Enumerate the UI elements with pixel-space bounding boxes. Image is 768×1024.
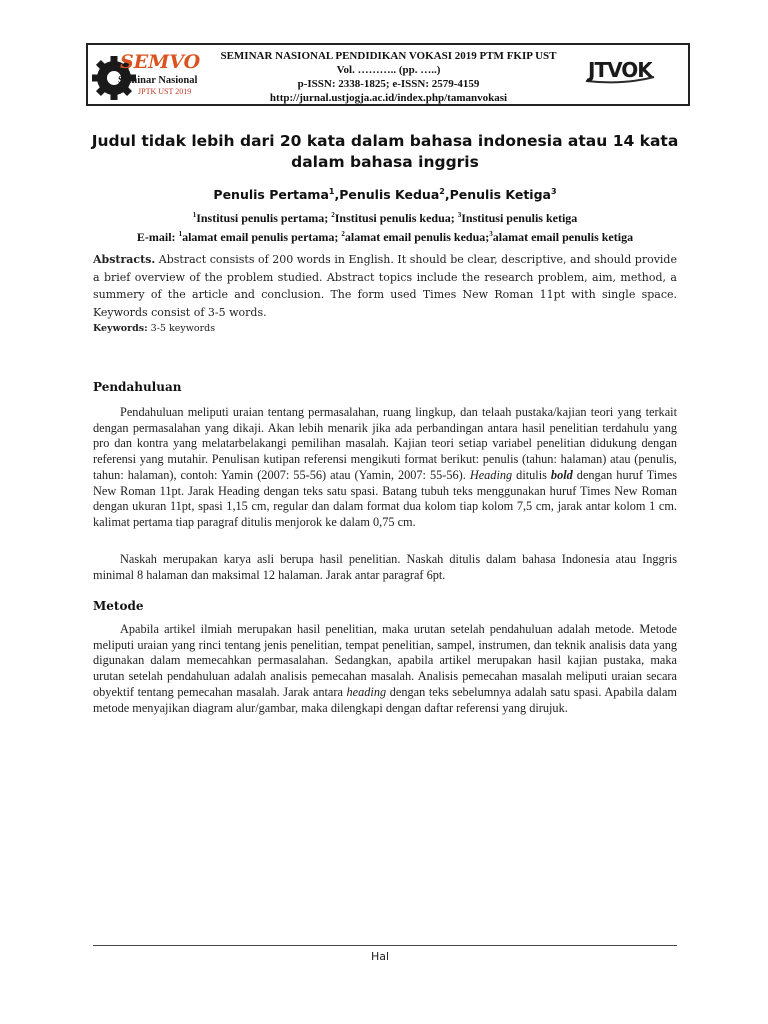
affiliations [90,207,680,245]
email-label: E-mail: [136,230,179,244]
keywords [93,323,677,334]
institution-line: $^1$Institusi penulis pertama; $^2$Institusi penulis kedua; $^3$Institusi penulis ketiga [192,211,578,225]
semvo-logo [92,47,210,103]
institution-3: Institusi penulis ketiga [461,211,578,225]
svg-text:SEMVO: SEMVO [120,51,201,73]
author-1: Penulis Pertama [213,187,329,203]
abstract-text: Abstract consists of 200 words in English. It should be clear, descriptive, and should provide a brief overview of the problem studied. Abstract topics include the research problem, aim, method, a summery of the article and conclusion. The form used Times New Roman 11pt with single space. Keywords consist of 3-5 words. [93,253,677,319]
journal-info [206,49,571,105]
email-line: E-mail: $^1$alamat email penulis pertama; $^2$alamat email penulis kedua;$^3$alamat email penulis ketiga [136,230,634,244]
svg-text:JTVOK: JTVOK [588,58,652,82]
email-1: alamat email penulis pertama; [182,230,342,244]
journal-header [86,43,690,106]
svg-text:JPTK UST 2019: JPTK UST 2019 [138,87,192,96]
volume-pages: Vol. ……….. (pp. …..) [336,64,441,76]
footer-divider [93,945,677,946]
keywords-text: 3-5 keywords [147,323,216,334]
abstract-label: Abstracts. [93,253,156,266]
author-3: Penulis Ketiga [449,187,551,203]
introduction-paragraph-1: Pendahuluan meliputi uraian tentang permasalahan, ruang lingkup, dan telaah pustaka/kajian teori yang terkait dengan permasalahan yang dikaji. Akan lebih menarik jika ada perbandingan antara hasil penelitian terdahulu yang pro dan kontra yang melatarbelakangi pemilihan masalah. Kajian teori setiap variabel penelitian didukung dengan referensi yang mutahir. Penulisan kutipan referensi mengikuti format berikut: penulis (tahun: halaman) atau (penulis, tahun: halaman), contoh: Yamin (2007: 55-56) atau (Yamin, 2007: 55-56). Heading ditulis bold dengan huruf Times New Roman 11pt. Jarak Heading dengan teks satu spasi. Batang tubuh teks menggunakan huruf Times New Roman dengan ukuran 11pt, spasi 1,15 cm, regular dan dalam format dua kolom tiap kolom 7,5 cm, jarak antar kolom 1 cm. kalimat pertama tiap paragraf ditulis menjorok ke dalam 0,75 cm. [93,405,678,529]
method-paragraph-1: Apabila artikel ilmiah merupakan hasil penelitian, maka urutan setelah pendahuluan adalah metode. Metode meliputi uraian yang rinci tentang jenis penelitian, tempat penelitian, sampel, instrumen, dan teknik analisis data yang digunakan dalam memecahkan permasalahan. Sedangkan, apabila artikel merupakan hasil kajian pustaka, maka urutan setelah pendahuluan adalah analisis pemecahan masalah. Analisis pemecahan masalah meliputi uraian secara obyektif tentang pemecahan masalah. Jarak antara heading dengan teks sebelumnya adalah satu spasi. Apabila dalam metode menyajikan diagram alur/gambar, maka dilengkapi dengan daftar referensi yang dirujuk. [93,622,677,715]
email-2: alamat email penulis kedua; [344,230,490,244]
article-title: Judul tidak lebih dari 20 kata dalam bahasa indonesia atau 14 kata dalam bahasa inggris [91,132,679,171]
heading-term: Heading [469,467,513,482]
keywords-label: Keywords: [93,323,148,334]
jtvok-logo [584,55,678,89]
institution-1: Institusi penulis pertama; [196,211,332,225]
email-3: alamat email penulis ketiga [492,230,634,244]
heading-term: heading [346,684,387,699]
institution-2: Institusi penulis kedua; [334,211,458,225]
abstract [93,251,677,321]
author-list: Penulis Pertama$^1$,Penulis Kedua$^2$,Penulis Ketiga$^3$ [213,187,557,203]
introduction-paragraph-2: Naskah merupakan karya asli berupa hasil penelitian. Naskah ditulis dalam bahasa Indonesia atau Inggris minimal 8 halaman dan maksimal 12 halaman. Jarak antar paragraf 6pt. [93,552,677,582]
bold-term: bold [550,467,573,482]
page-number: Hal [370,950,390,963]
svg-text:Seminar Nasional: Seminar Nasional [118,75,198,86]
author-2: Penulis Kedua [339,187,440,203]
issn: p-ISSN: 2338-1825; e-ISSN: 2579-4159 [297,78,480,90]
journal-url: http://jurnal.ustjogja.ac.id/index.php/tamanvokasi [269,92,508,104]
section-heading-method: Metode [93,599,144,613]
section-heading-introduction: Pendahuluan [93,380,182,394]
conference-name: SEMINAR NASIONAL PENDIDIKAN VOKASI 2019 PTM FKIP UST [220,50,557,62]
